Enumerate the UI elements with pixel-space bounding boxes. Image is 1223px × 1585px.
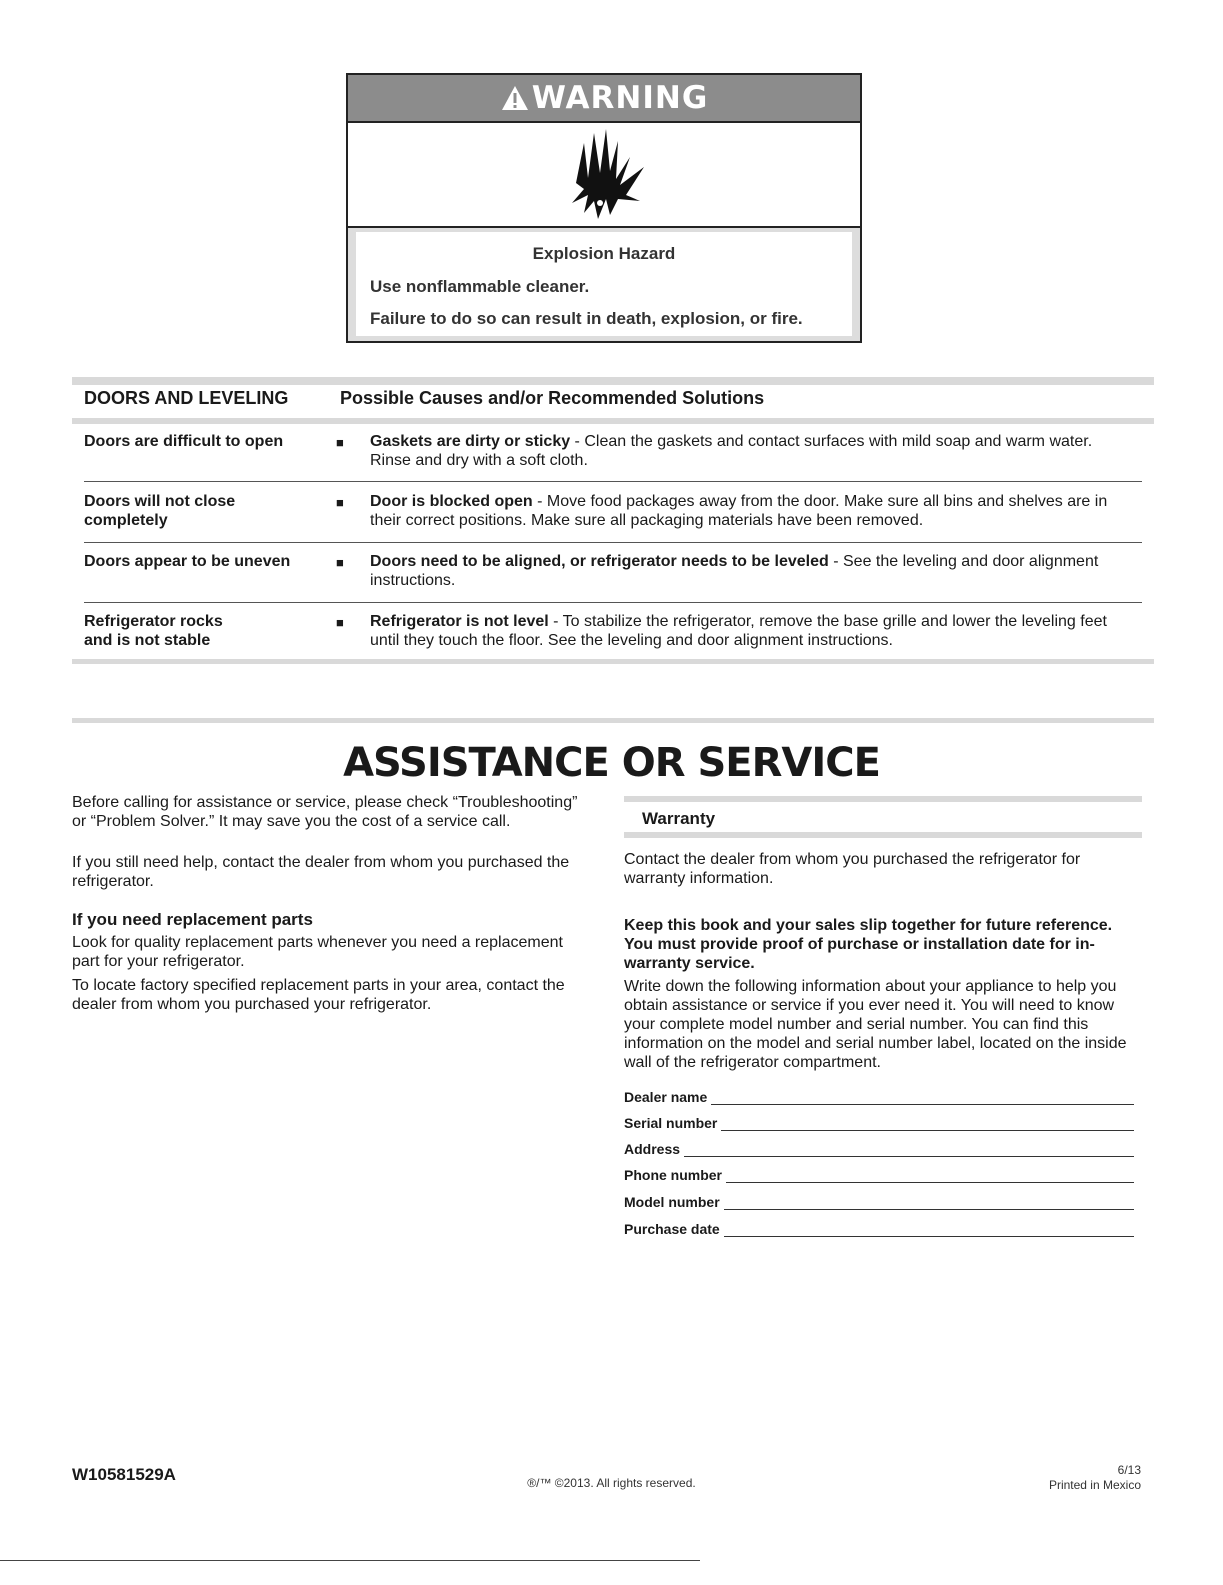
table-col1-header: DOORS AND LEVELING bbox=[84, 388, 289, 408]
form-field-model-number[interactable]: Model number bbox=[624, 1194, 1134, 1210]
warning-line-2: Failure to do so can result in death, explosion, or fire. bbox=[370, 309, 803, 328]
bullet-icon: ■ bbox=[336, 615, 344, 630]
write-down-paragraph: Write down the following information about your appliance to help you obtain assistance or service if you ever need it. You will need to know your complete model number and serial number. You can find this information on the model and serial number label, located on the inside wall of the refrigerator compartment. bbox=[624, 978, 1127, 1071]
warranty-top-band bbox=[624, 796, 1142, 802]
parts-paragraph: Look for quality replacement parts whenever you need a replacement part for your refrigerator. bbox=[72, 934, 563, 970]
bullet-icon: ■ bbox=[336, 495, 344, 510]
form-field-line[interactable] bbox=[724, 1224, 1134, 1237]
bullet-icon: ■ bbox=[336, 555, 344, 570]
form-field-address[interactable]: Address bbox=[624, 1141, 1134, 1157]
table-row-solution: Door is blocked open - Move food packages away from the door. Make sure all bins and shelves are in their correct positions. Make sure all packaging materials have been removed. bbox=[370, 493, 1108, 529]
document-code: W10581529A bbox=[72, 1465, 176, 1484]
row-divider bbox=[84, 602, 1142, 603]
form-field-line[interactable] bbox=[721, 1118, 1134, 1131]
intro-paragraph-2: If you still need help, contact the dealer from whom you purchased the refrigerator. bbox=[72, 854, 570, 890]
table-row-problem: Doors are difficult to open bbox=[84, 433, 284, 450]
table-col2-header: Possible Causes and/or Recommended Solutions bbox=[340, 388, 765, 408]
warranty-bottom-band bbox=[624, 832, 1142, 838]
form-field-serial-number[interactable]: Serial number bbox=[624, 1115, 1134, 1131]
table-row-problem: Doors will not close completely bbox=[84, 493, 236, 529]
table-top-band bbox=[72, 377, 1154, 385]
bullet-icon: ■ bbox=[336, 435, 344, 450]
keep-book-paragraph: Keep this book and your sales slip together for future reference. You must provide proof of purchase or installation date for in-warranty service. bbox=[624, 917, 1113, 972]
warranty-paragraph: Contact the dealer from whom you purchased the refrigerator for warranty information. bbox=[624, 851, 1081, 887]
form-field-line[interactable] bbox=[726, 1170, 1134, 1183]
table-row-solution: Refrigerator is not level - To stabilize the refrigerator, remove the base grille and lower the leveling feet until they touch the floor. See the leveling and door alignment instructions. bbox=[370, 613, 1107, 649]
parts-heading: If you need replacement parts bbox=[72, 910, 313, 929]
warning-triangle-icon bbox=[500, 84, 530, 112]
warning-hazard: Explosion Hazard bbox=[532, 244, 676, 263]
explosion-icon bbox=[348, 123, 860, 226]
form-field-line[interactable] bbox=[711, 1092, 1134, 1105]
warning-icon-area bbox=[348, 121, 860, 228]
form-field-line[interactable] bbox=[724, 1197, 1134, 1210]
table-row-solution: Gaskets are dirty or sticky - Clean the gaskets and contact surfaces with mild soap and warm water. Rinse and dry with a soft cloth. bbox=[370, 433, 1093, 469]
form-field-dealer-name[interactable]: Dealer name bbox=[624, 1089, 1134, 1105]
warning-line-1: Use nonflammable cleaner. bbox=[370, 277, 590, 296]
form-field-phone-number[interactable]: Phone number bbox=[624, 1167, 1134, 1183]
warning-title: WARNING bbox=[531, 80, 709, 116]
intro-paragraph: Before calling for assistance or service, please check “Troubleshooting” or “Problem Solver.” It may save you the cost of a service call. bbox=[72, 794, 578, 830]
row-divider bbox=[84, 481, 1142, 482]
table-row-solution: Doors need to be aligned, or refrigerator needs to be leveled - See the leveling and door alignment instructions. bbox=[370, 553, 1099, 589]
print-date: 6/13 bbox=[1117, 1463, 1141, 1477]
page-title: ASSISTANCE OR SERVICE bbox=[343, 740, 880, 786]
table-header-band bbox=[72, 418, 1154, 424]
parts-paragraph-2: To locate factory specified replacement parts in your area, contact the dealer from whom you purchased your refrigerator. bbox=[72, 977, 565, 1013]
warranty-heading: Warranty bbox=[642, 809, 716, 828]
row-divider bbox=[84, 542, 1142, 543]
printed-in: Printed in Mexico bbox=[1048, 1478, 1141, 1492]
table-row-problem: Refrigerator rocks and is not stable bbox=[84, 613, 223, 649]
table-row-problem: Doors appear to be uneven bbox=[84, 553, 291, 570]
scan-edge-line bbox=[0, 1560, 700, 1561]
warning-header bbox=[348, 75, 860, 121]
section-rule bbox=[72, 718, 1154, 723]
form-field-line[interactable] bbox=[684, 1144, 1134, 1157]
copyright: ®/™ ©2013. All rights reserved. bbox=[527, 1476, 696, 1490]
table-bottom-band bbox=[72, 659, 1154, 664]
form-field-purchase-date[interactable]: Purchase date bbox=[624, 1221, 1134, 1237]
